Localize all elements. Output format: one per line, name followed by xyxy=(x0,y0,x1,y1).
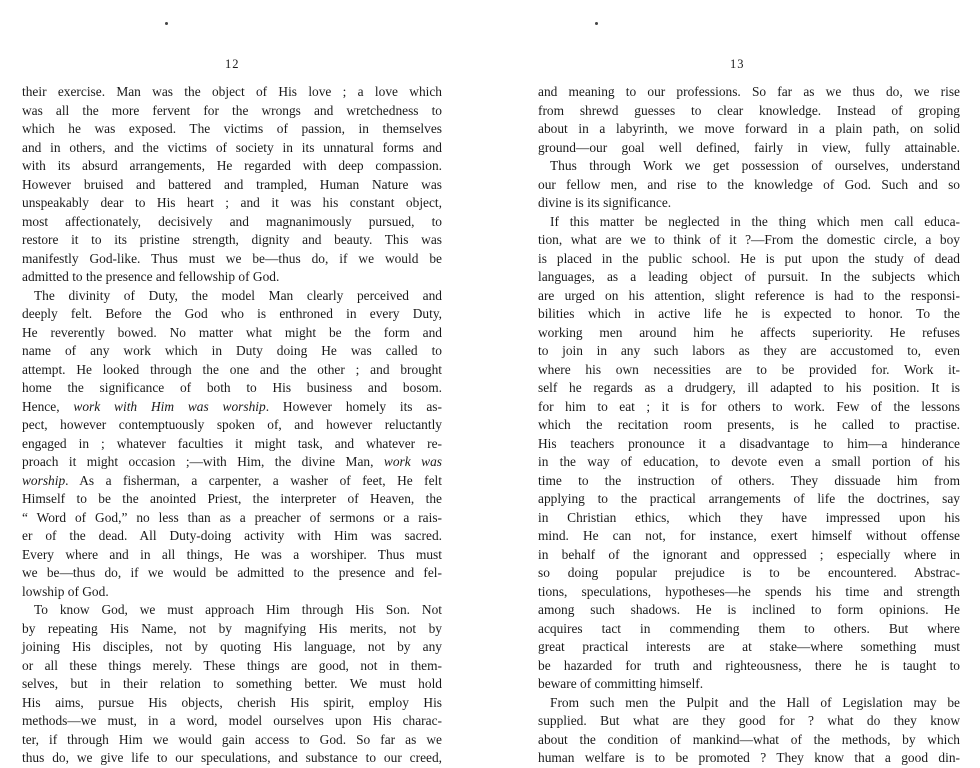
text-line: home the significance of both to His business and bosom. xyxy=(22,380,442,395)
text-line: is placed in the public school. He is put upon the study of dead xyxy=(538,250,960,266)
text-line: in behalf of the ignorant and oppressed ; especially where in xyxy=(538,546,960,562)
text-line: proach it might occasion ;—with Him, the divine Man, work was xyxy=(22,454,443,469)
text-line: joining His disciples, not by quoting His language, not by any xyxy=(22,639,442,654)
text-line: languages, as a leading object of pursuit. In the subjects which xyxy=(538,269,960,284)
text-line: To know God, we must approach Him through His Son. Not xyxy=(34,602,442,617)
text-line: their exercise. Man was the object of His love ; a love which xyxy=(22,84,442,99)
text-line: worship. As a fisherman, a carpenter, a washer of feet, He felt xyxy=(22,472,442,488)
text-line: supplied. But what are they good for ? what do they know xyxy=(538,713,960,728)
text-line: His teachers pronounce it a disadvantage to him—a hinderance xyxy=(538,435,960,451)
text-line: bilities which in active life he is expected to honor. To the xyxy=(538,306,960,321)
text-line: selves, but in their relation to something better. We must hold xyxy=(22,676,442,691)
text-line: name of any work which in Duty doing He was called to xyxy=(22,343,442,358)
text-line: by repeating His Name, not by magnifying His merits, not by xyxy=(22,620,442,636)
text-line: with its absurd arrangements, He regarded with deep compassion. xyxy=(22,158,442,173)
text-line: in Christian ethics, which they have impressed upon his xyxy=(538,509,960,525)
text-line: most affectionately, decisively and magnanimously pursued, to xyxy=(22,213,442,229)
text-line: er of the dead. All Duty-doing activity with Him was sacred. xyxy=(22,528,442,543)
text-line: acquires tact in commending them to others. But where xyxy=(538,620,960,636)
text-line: Thus through Work we get possession of ourselves, understand xyxy=(550,158,960,173)
text-line: divine is its significance. xyxy=(538,195,672,210)
text-line: which the recitation room presents, is he called to practise. xyxy=(538,417,960,432)
page-speck xyxy=(165,22,168,25)
text-line: about the condition of mankind—what of the methods, by which xyxy=(538,731,960,747)
text-line: methods—we must, in a word, model ourselves upon His charac- xyxy=(22,713,442,728)
text-line: attempt. He looked through the one and the other ; and brought xyxy=(22,361,442,377)
text-line: applying to the practical arrangements of life the doctrines, say xyxy=(538,491,960,506)
text-line: restore it to its pristine strength, dignity and beauty. This was xyxy=(22,232,442,247)
text-line: The divinity of Duty, the model Man clearly perceived and xyxy=(34,287,442,303)
text-line: time to the instruction of others. They dissuade him from xyxy=(538,472,960,488)
text-line: great practical interests are at stake—where something must xyxy=(538,639,960,654)
text-line: working men around him he affects superiority. He refuses xyxy=(538,324,960,340)
text-line: to join in any such labors as they are accustomed to, even xyxy=(538,343,960,358)
text-line: human welfare is to be promoted ? They know that a good din- xyxy=(538,750,960,765)
text-line: in the way of education, to devote even a small portion of his xyxy=(538,454,960,469)
page-number: 13 xyxy=(730,57,745,71)
text-line: be hazarded for truth and righteousness, there he is taught to xyxy=(538,657,960,673)
text-line: and in others, and the victims of society in its unnatural forms and xyxy=(22,139,442,155)
text-line: lowship of God. xyxy=(22,583,109,599)
text-line: where his own necessities are to be provided for. Work it- xyxy=(538,361,960,377)
text-line: our fellow men, and rise to the knowledge of God. Such and so xyxy=(538,176,960,192)
text-line: deeply felt. Before the God who is enthroned in every Duty, xyxy=(22,306,442,321)
text-line: He reverently bowed. No matter what might be the form and xyxy=(22,324,442,340)
text-line: about in a labyrinth, we move forward in a plain path, on solid xyxy=(538,121,960,136)
text-line: was all the more fervent for the wrongs and wretchedness to xyxy=(22,102,442,118)
text-line: we be—thus do, if we would be admitted to the presence and fel- xyxy=(22,565,442,580)
text-line: “ Word of God,” no less than as a preacher of sermons or a rais- xyxy=(22,509,442,525)
text-line: from shrewd guesses to clear knowledge. Instead of groping xyxy=(538,102,960,118)
text-line: are urged on his attention, slight reference is had to the responsi- xyxy=(538,287,960,303)
text-line: for him to eat ; it is for others to work. Few of the lessons xyxy=(538,398,960,414)
text-line: If this matter be neglected in the thing which men call educa- xyxy=(550,213,960,229)
text-line: However bruised and battered and trampled, Human Nature was xyxy=(22,176,442,192)
text-line: so doing popular prejudice is to be encountered. Abstrac- xyxy=(538,565,960,580)
text-line: admitted to the presence and fellowship of God. xyxy=(22,269,280,284)
page-speck xyxy=(595,22,598,25)
text-line: ground—our goal well defined, fairly in view, fully attainable. xyxy=(538,139,960,155)
text-line: thus do, we give life to our speculations, and substance to our creed, xyxy=(22,750,442,765)
text-line: tion, what are we to think of it ?—From the domestic circle, a boy xyxy=(538,232,960,247)
text-line: Himself to be the anointed Priest, the interpreter of Heaven, the xyxy=(22,491,442,506)
text-line: and meaning to our professions. So far as we thus do, we rise xyxy=(538,84,960,99)
text-line: which he was exposed. The victims of passion, in themselves xyxy=(22,121,442,136)
text-line: From such men the Pulpit and the Hall of Legislation may be xyxy=(550,694,960,710)
page-number: 12 xyxy=(225,57,240,71)
text-line: engaged in ; whatever faculties it might task, and whatever re- xyxy=(22,435,442,451)
text-line: self he regards as a drudgery, ill adapted to his position. It is xyxy=(538,380,960,395)
text-line: manifestly God-like. Thus must we be—thus do, if we would be xyxy=(22,250,442,266)
text-line: among such shadows. He is inclined to form opinions. He xyxy=(538,602,960,617)
text-line: mind. He can not, for instance, exert himself without offense xyxy=(538,528,960,543)
text-line: tions, speculations, hypotheses—he spends his time and strength xyxy=(538,583,960,599)
text-line: unspeakably dear to His heart ; and it was his constant object, xyxy=(22,195,442,210)
text-line: Every where and in all things, He was a worshiper. Thus must xyxy=(22,546,442,562)
page-text xyxy=(22,83,442,768)
text-line: Hence, work with Him was worship. However homely its as- xyxy=(22,398,442,414)
text-line: His aims, pursue His objects, cherish His spirit, employ His xyxy=(22,694,442,710)
left-page xyxy=(0,0,490,765)
text-line: pect, however contemptuously spoken of, and however reluctantly xyxy=(22,417,442,432)
text-line: beware of committing himself. xyxy=(538,676,704,691)
text-line: ter, if through Him we would gain access to God. So far as we xyxy=(22,731,442,747)
right-page xyxy=(490,0,980,765)
text-line: or all these things merely. These things are good, not in them- xyxy=(22,657,442,673)
page-text xyxy=(538,83,960,768)
